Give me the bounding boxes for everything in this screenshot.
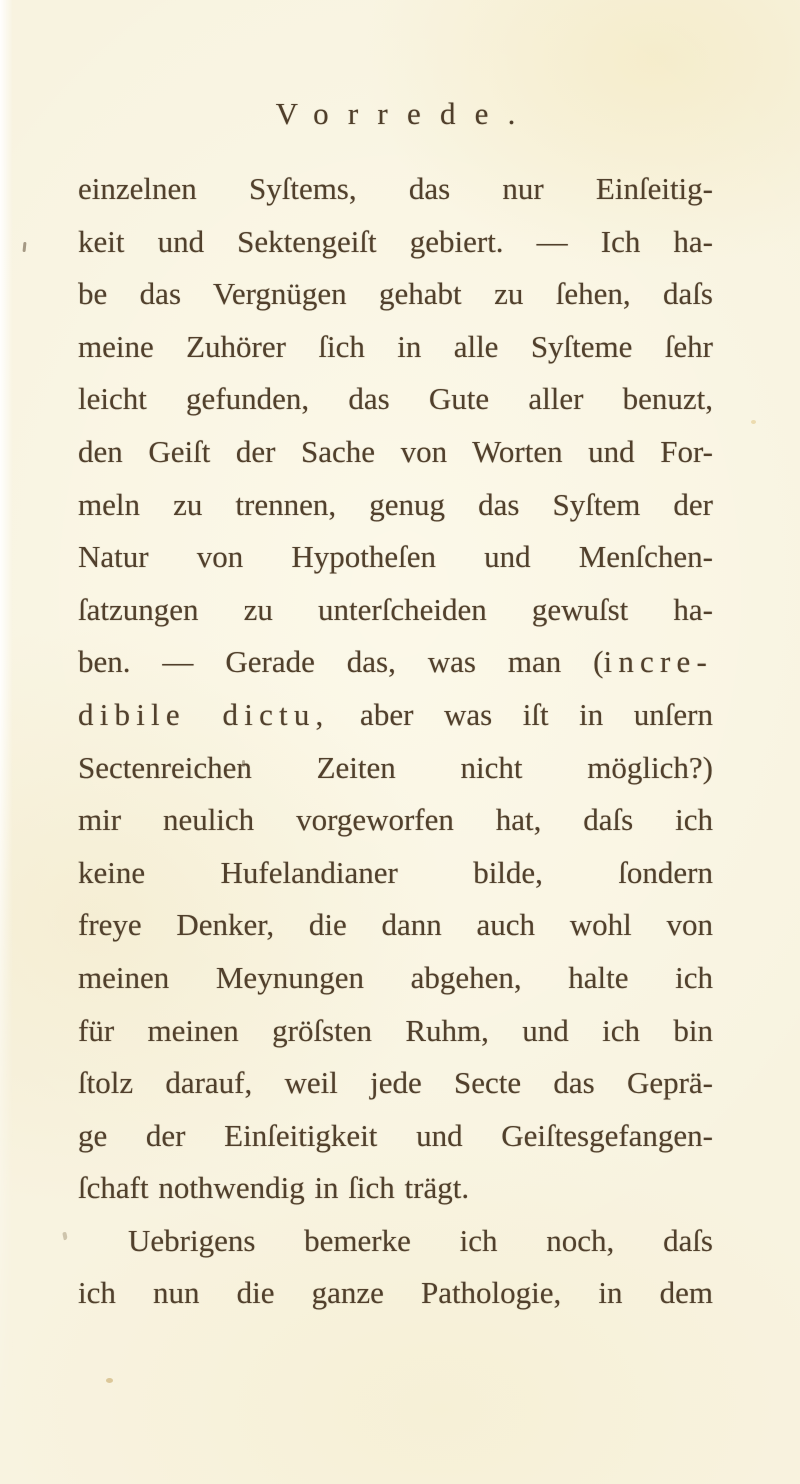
- text-line: [78, 689, 713, 742]
- paper-stain-speck: [106, 1378, 113, 1383]
- text-segment: aber was iſt in unſern: [329, 696, 713, 732]
- text-line: [78, 1057, 713, 1110]
- text-line: [78, 742, 713, 795]
- text-segment: ſtolz darauf, weil jede Secte das Geprä-: [78, 1065, 713, 1101]
- text-segment: keit und Sektengeiſt gebiert. — Ich ha-: [78, 223, 713, 259]
- text-segment: ſchaft nothwendig in ſich trägt.: [78, 1170, 470, 1206]
- text-segment: freye Denker, die dann auch wohl von: [78, 907, 713, 943]
- text-segment: meine Zuhörer ſich in alle Syſteme ſehr: [78, 328, 713, 364]
- text-line: [78, 1110, 713, 1163]
- text-line: [78, 1267, 713, 1320]
- text-line: [78, 636, 713, 689]
- text-segment: Uebrigens bemerke ich noch, daſs: [128, 1222, 713, 1258]
- scan-edge-highlight: [0, 0, 13, 1484]
- letterspaced-emphasis: incre-: [603, 644, 713, 680]
- text-line: [78, 794, 713, 847]
- text-line: [78, 847, 713, 900]
- text-segment: für meinen gröſsten Ruhm, und ich bin: [78, 1012, 713, 1048]
- page-title: Vorrede.: [275, 96, 535, 131]
- text-line: [78, 899, 713, 952]
- text-line: [78, 268, 713, 321]
- text-segment: Natur von Hypotheſen und Menſchen-: [78, 539, 713, 575]
- text-segment: einzelnen Syſtems, das nur Einſeitig-: [78, 171, 713, 206]
- text-segment: be das Vergnügen gehabt zu ſehen, daſs: [78, 276, 713, 312]
- text-line: [78, 426, 713, 479]
- ink-speck: [62, 1232, 68, 1241]
- text-line: [78, 216, 713, 269]
- text-segment: keine Hufelandianer bilde, ſondern: [78, 854, 713, 890]
- text-segment: den Geiſt der Sache von Worten und For-: [78, 433, 713, 469]
- text-line: [78, 163, 713, 216]
- text-segment: ben. — Gerade das, was man (: [78, 644, 604, 680]
- text-line: [78, 952, 713, 1005]
- text-line: [78, 584, 713, 637]
- text-line: [78, 531, 713, 584]
- text-segment: ge der Einſeitigkeit und Geiſtesgefangen-: [78, 1117, 713, 1153]
- letterspaced-emphasis: dibile dictu,: [78, 696, 330, 732]
- text-segment: meinen Meynungen abgehen, halte ich: [78, 959, 713, 995]
- text-line: [78, 1005, 713, 1058]
- text-segment: mir neulich vorgeworfen hat, daſs ich: [78, 802, 713, 838]
- text-line: [78, 321, 713, 374]
- text-segment: Sectenreichen Zeiten nicht möglich?): [78, 749, 713, 785]
- ink-speck: [22, 242, 26, 252]
- text-segment: ich nun die ganze Pathologie, in dem: [78, 1275, 713, 1311]
- text-line: [78, 1162, 713, 1215]
- text-segment: leicht gefunden, das Gute aller benuzt,: [78, 381, 713, 417]
- text-segment: ſatzungen zu unterſcheiden gewuſst ha-: [78, 591, 713, 627]
- text-line: [78, 373, 713, 426]
- text-line: [78, 1215, 713, 1268]
- paper-stain-speck: [751, 420, 756, 424]
- text-segment: meln zu trennen, genug das Syſtem der: [78, 486, 713, 522]
- body-text: [78, 163, 713, 1320]
- text-line: [78, 479, 713, 532]
